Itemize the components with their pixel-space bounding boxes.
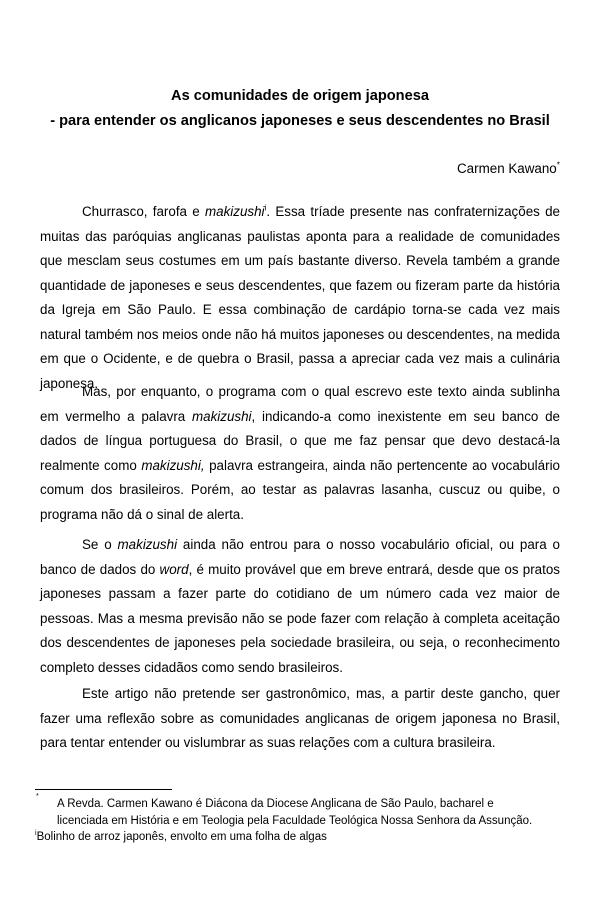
- footnote-makizushi: [35, 829, 563, 846]
- paragraph-4: Este artigo não pretende ser gastronômico, mas, a partir deste gancho, quer fazer uma reflexão sobre as comunidades anglicanas de origem japonesa no Brasil, para tentar entender ou vislumbrar as suas relações com a cultura brasileira.: [40, 686, 560, 750]
- paragraph-1: Churrasco, farofa e makizushi$^i$. Essa tríade presente nas confraternizações de muitas das paróquias anglicanas paulistas aponta para a realidade de comunidades que mesclam seus costumes em um país bastante diverso. Revela também a grande quantidade de japoneses e seus descendentes, que fazem ou fizeram parte da história da Igreja em São Paulo. E essa combinação de cardápio torna-se cada vez mais natural também nos meios onde não há muitos japoneses ou descendentes, na medida em que o Ocidente, e de quebra o Brasil, passa a apreciar cada vez mais a culinária japonesa.: [40, 202, 560, 391]
- title-line-2: - para entender os anglicanos japoneses e seus descendentes no Brasil: [50, 112, 550, 129]
- footnote-separator: [35, 789, 172, 790]
- document-title: [40, 84, 560, 133]
- author-name: Carmen Kawano: [457, 161, 557, 176]
- footnote-makizushi-text: Bolinho de arroz japonês, envolto em uma folha de algas: [36, 831, 327, 843]
- paragraph-3: Se o makizushi ainda não entrou para o nosso vocabulário oficial, ou para o banco de dados do word, é muito provável que em breve entrará, desde que os pratos japoneses passam a fazer parte do cotidiano de um número cada vez maior de pessoas. Mas a mesma previsão não se pode fazer com relação à completa aceitação dos descendentes de japoneses pela sociedade brasileira, ou seja, o reconhecimento completo desses cidadãos como sendo brasileiros.: [40, 537, 560, 675]
- footnote-author-text: A Revda. Carmen Kawano é Diácona da Diocese Anglicana de São Paulo, bacharel e licenciada em História e em Teologia pela Faculdade Teológica Nossa Senhora da Assunção.: [57, 798, 533, 827]
- title-line-1: As comunidades de origem japonesa: [171, 88, 429, 104]
- footnote-makizushi-marker: i: [35, 829, 37, 838]
- footnote-author: * A Revda. Carmen Kawano é Diácona da Diocese Anglicana de São Paulo, bacharel e licenciada em História e em Teologia pela Faculdade Teológica Nossa Senhora da Assunção.: [36, 792, 533, 827]
- footnotes-section: [35, 789, 563, 846]
- paragraph-2: Mas, por enquanto, o programa com o qual escrevo este texto ainda sublinha em vermelho a palavra makizushi, indicando-a como inexistente em seu banco de dados de língua portuguesa do Brasil, o que me faz pensar que devo destacá-la realmente como makizushi, palavra estrangeira, ainda não pertencente ao vocabulário comum dos brasileiros. Porém, ao testar as palavras lasanha, cuscuz ou quibe, o programa não dá o sinal de alerta.: [40, 384, 560, 522]
- author-line: [40, 157, 560, 182]
- author-footnote-marker: *: [556, 159, 560, 170]
